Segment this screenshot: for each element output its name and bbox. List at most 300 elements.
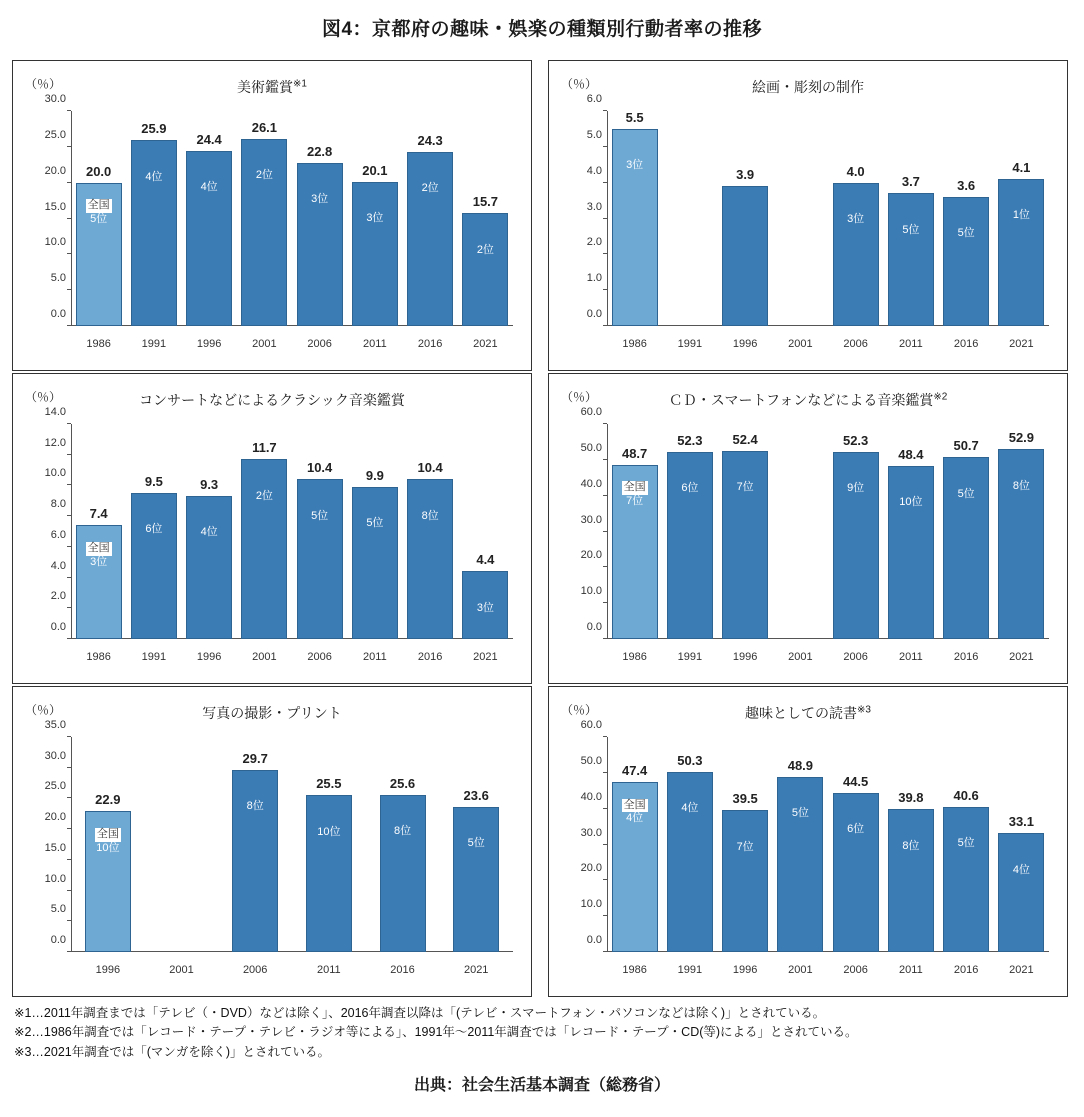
- bar-column: [662, 111, 717, 326]
- bar[interactable]: [998, 179, 1044, 326]
- bar-column: [126, 424, 181, 639]
- y-tick-label: 15.0: [44, 200, 66, 213]
- bar-rank-label: 5位: [467, 837, 485, 850]
- y-axis-unit: （％）: [25, 77, 62, 91]
- bar-value-label: 4.0: [846, 163, 865, 179]
- x-tick-label: 1991: [677, 964, 703, 976]
- bar-column: [145, 737, 219, 952]
- bar-column: [939, 111, 994, 326]
- y-tick-label: 50.0: [580, 754, 602, 767]
- bar-column: [458, 424, 513, 639]
- bar-rank-label: 5位: [791, 807, 809, 820]
- bar-column: [607, 424, 662, 639]
- bar-value-label: 10.4: [417, 460, 443, 476]
- bar[interactable]: [943, 457, 989, 639]
- bar-rank-label: 4位: [1012, 863, 1030, 876]
- bar-column: [218, 737, 292, 952]
- x-tick-label: 1996: [732, 964, 758, 976]
- bar-column: [347, 111, 402, 326]
- x-tick-label: 1996: [95, 964, 121, 976]
- bar-columns: [607, 111, 1049, 326]
- x-tick-label: 1991: [141, 338, 167, 350]
- bar-value-label: 3.7: [901, 174, 920, 190]
- bar[interactable]: [722, 451, 768, 639]
- bar-rank-label: 5位: [311, 509, 329, 522]
- bar-value-label: 33.1: [1008, 814, 1035, 830]
- bar-rank-label: 6位: [847, 822, 865, 835]
- y-tick-label: 3.0: [586, 200, 602, 213]
- chart-title: [13, 390, 531, 410]
- bar-rank-label: 4位: [145, 170, 163, 183]
- bar-column: [718, 424, 773, 639]
- y-tick-label: 5.0: [50, 272, 66, 285]
- y-tick-label: 40.0: [580, 477, 602, 490]
- chart-title-text: ＣＤ・スマートフォンなどによる音楽鑑賞: [668, 392, 934, 408]
- national-badge: 全国: [623, 798, 646, 811]
- plot-area: [580, 406, 1049, 639]
- x-tick-label: 1986: [86, 651, 111, 663]
- y-tick-label: 10.0: [44, 236, 66, 249]
- bar-column: [182, 424, 237, 639]
- chart-title: [13, 77, 531, 97]
- bar[interactable]: [407, 479, 453, 639]
- x-tick-label: 2006: [843, 651, 868, 663]
- chart-panel: [548, 686, 1068, 997]
- y-tick-label: 30.0: [44, 93, 66, 105]
- bar-rank-label: [622, 481, 648, 509]
- bar-value-label: 50.7: [953, 438, 979, 454]
- y-tick-label: 0.0: [50, 621, 66, 633]
- bar-column: [292, 737, 366, 952]
- x-tick-label: 2001: [788, 964, 813, 976]
- bar-column: [828, 424, 883, 639]
- national-badge: 全国: [87, 199, 110, 212]
- bar-value-label: 10.4: [306, 460, 333, 476]
- chart-title-text: コンサートなどによるクラシック音楽鑑賞: [139, 392, 405, 408]
- bar-column: [662, 737, 717, 952]
- bar-column: [71, 737, 145, 952]
- y-tick-label: 1.0: [586, 272, 602, 285]
- bar-rank-label: 10位: [899, 495, 923, 508]
- bar-column: [237, 424, 292, 639]
- bar-rank-label: 5位: [957, 487, 975, 500]
- y-tick-label: 14.0: [44, 406, 66, 418]
- x-axis-labels: [71, 964, 513, 976]
- x-tick-label: 2011: [899, 651, 923, 663]
- bar-columns: [71, 424, 513, 639]
- bar-rank-label: [622, 799, 648, 827]
- bar-rank-label: 3位: [366, 212, 384, 225]
- bar[interactable]: [998, 833, 1044, 952]
- bar-value-label: 52.3: [677, 432, 703, 448]
- rank-text: 4位: [626, 812, 644, 825]
- x-axis-labels: [71, 651, 513, 663]
- national-badge: 全国: [87, 541, 110, 554]
- x-tick-label: 2006: [307, 651, 332, 663]
- bar[interactable]: [462, 213, 508, 326]
- bar-column: [71, 424, 126, 639]
- x-tick-label: 2011: [363, 651, 387, 663]
- bar-value-label: 9.5: [144, 474, 163, 490]
- plot-area: [580, 719, 1049, 952]
- bar-column: [403, 424, 458, 639]
- bar-column: [994, 737, 1049, 952]
- bar-rank-label: 5位: [902, 223, 920, 236]
- bar[interactable]: [722, 810, 768, 952]
- y-axis-unit: （％）: [561, 703, 598, 717]
- x-axis-labels: [607, 964, 1049, 976]
- x-tick-label: 2006: [843, 338, 868, 350]
- footnote-line: ※3…2021年調査では「(マンガを除く)」とされている。: [14, 1044, 331, 1059]
- x-tick-label: 2021: [1009, 651, 1034, 663]
- bar-value-label: 5.5: [625, 109, 644, 125]
- bar-value-label: 25.5: [316, 776, 342, 792]
- bar-value-label: 22.9: [95, 792, 121, 808]
- bar-value-label: 15.7: [472, 194, 499, 210]
- rank-text: 3位: [90, 555, 108, 568]
- bar-rank-label: 8位: [1012, 479, 1030, 492]
- bar-rank-label: 5位: [957, 836, 975, 849]
- bar-rank-label: 3位: [847, 212, 865, 225]
- bar-rank-label: 5位: [366, 517, 384, 530]
- y-tick-label: 20.0: [44, 164, 66, 177]
- x-tick-label: 2016: [390, 964, 415, 976]
- bar-column: [939, 737, 994, 952]
- chart-title-superscript: ※2: [933, 391, 948, 403]
- bar[interactable]: [453, 807, 499, 952]
- bar-value-label: 25.9: [141, 121, 167, 137]
- x-axis-labels: [71, 338, 513, 350]
- bar-rank-label: [86, 542, 112, 570]
- bar-value-label: 9.9: [365, 467, 384, 483]
- x-tick-label: 1991: [141, 651, 167, 663]
- bar[interactable]: [833, 793, 879, 952]
- x-tick-label: 1986: [622, 338, 647, 350]
- y-tick-label: 0.0: [50, 934, 66, 946]
- bar-value-label: 48.9: [787, 757, 814, 773]
- bar[interactable]: [407, 152, 453, 326]
- bar-value-label: 39.5: [732, 791, 758, 807]
- x-tick-label: 2016: [953, 651, 979, 663]
- bar[interactable]: [833, 183, 879, 326]
- x-tick-label: 2021: [1009, 338, 1034, 350]
- plot-area: [44, 406, 513, 639]
- rank-text: 5位: [90, 212, 108, 225]
- y-tick-label: 10.0: [44, 467, 66, 480]
- y-tick-label: 4.0: [50, 559, 66, 572]
- y-tick-label: 0.0: [586, 621, 602, 633]
- bar-columns: [607, 424, 1049, 639]
- x-tick-label: 2016: [417, 338, 443, 350]
- chart-panel: [12, 686, 532, 997]
- x-tick-label: 1991: [677, 651, 703, 663]
- bar[interactable]: [241, 459, 287, 639]
- footnote-line: ※2…1986年調査では「レコード・テープ・テレビ・ラジオ等による」、1991年～2011年調査では「レコード・テープ・CD(等)による」とされている。: [14, 1025, 858, 1040]
- bar-column: [994, 111, 1049, 326]
- bar-value-label: 52.4: [732, 432, 758, 448]
- x-tick-label: 2001: [169, 964, 194, 976]
- y-tick-label: 4.0: [586, 164, 602, 177]
- bar[interactable]: [667, 452, 713, 639]
- y-tick-label: 0.0: [50, 308, 66, 320]
- x-axis-labels: [607, 338, 1049, 350]
- bar-value-label: 25.6: [389, 775, 416, 791]
- chart-title: [13, 703, 531, 723]
- bar-column: [292, 111, 347, 326]
- bar-value-label: 40.6: [953, 787, 979, 803]
- y-tick-label: 6.0: [586, 93, 602, 105]
- y-tick-label: 20.0: [44, 811, 66, 824]
- bar-rank-label: 8位: [902, 839, 920, 852]
- y-tick-label: 5.0: [586, 128, 602, 141]
- x-axis-labels: [607, 651, 1049, 663]
- bar-column: [718, 111, 773, 326]
- bar-value-label: 24.4: [196, 132, 222, 148]
- bar-value-label: 7.4: [89, 506, 108, 522]
- x-tick-label: 1996: [196, 338, 222, 350]
- y-tick-label: 10.0: [580, 585, 602, 598]
- rank-text: 10位: [96, 841, 120, 854]
- bar-rank-label: 4位: [200, 181, 218, 194]
- bar-rank-label: 2位: [255, 169, 273, 182]
- bar-value-label: 52.3: [842, 432, 869, 448]
- bar-rank-label: 6位: [681, 481, 699, 494]
- bar-rank-label: 7位: [736, 481, 754, 494]
- bar-value-label: 26.1: [251, 119, 278, 135]
- x-tick-label: 2016: [953, 964, 979, 976]
- bar-column: [718, 737, 773, 952]
- bar[interactable]: [888, 466, 934, 639]
- y-tick-label: 60.0: [580, 406, 602, 418]
- bar-value-label: 20.0: [85, 163, 112, 179]
- x-tick-label: 2011: [899, 964, 923, 976]
- bar-value-label: 23.6: [463, 788, 489, 804]
- national-badge: 全国: [96, 827, 119, 840]
- bar-rank-label: 2位: [255, 489, 273, 502]
- y-tick-label: 10.0: [580, 898, 602, 911]
- bar-columns: [607, 737, 1049, 952]
- bar-column: [182, 111, 237, 326]
- bar-column: [773, 111, 828, 326]
- x-tick-label: 2021: [463, 964, 489, 976]
- bar[interactable]: [306, 795, 352, 952]
- bar[interactable]: [888, 193, 934, 326]
- plot-area: [44, 719, 513, 952]
- y-tick-label: 0.0: [586, 308, 602, 320]
- bar[interactable]: [998, 449, 1044, 639]
- rank-text: 7位: [626, 494, 644, 507]
- y-tick-label: 5.0: [50, 903, 66, 916]
- bar[interactable]: [131, 493, 177, 639]
- bar-column: [773, 424, 828, 639]
- bar-value-label: 39.8: [898, 790, 924, 806]
- bar-rank-label: 8位: [393, 825, 412, 837]
- bar[interactable]: [131, 140, 177, 326]
- bar-column: [71, 111, 126, 326]
- y-tick-label: 8.0: [50, 498, 66, 511]
- y-tick-label: 2.0: [50, 590, 66, 603]
- bar-value-label: 4.1: [1012, 160, 1031, 176]
- bar-value-label: 9.3: [200, 477, 219, 493]
- bar-column: [458, 111, 513, 326]
- bar-column: [883, 424, 938, 639]
- national-badge: 全国: [623, 481, 646, 493]
- y-tick-label: 50.0: [580, 441, 602, 454]
- bar[interactable]: [943, 197, 989, 326]
- y-tick-label: 60.0: [580, 719, 602, 731]
- chart-title-text: 写真の撮影・プリント: [202, 705, 342, 721]
- chart-panel: [548, 60, 1068, 371]
- y-axis-unit: （％）: [561, 390, 598, 404]
- x-tick-label: 1996: [196, 651, 222, 663]
- y-tick-label: 0.0: [586, 934, 602, 946]
- bar-value-label: 3.6: [957, 178, 976, 193]
- y-tick-label: 25.0: [44, 128, 66, 141]
- bar-rank-label: 8位: [246, 799, 264, 812]
- bar-rank-label: 3位: [626, 159, 644, 172]
- y-tick-label: 35.0: [44, 719, 66, 731]
- bar-value-label: 44.5: [842, 773, 869, 789]
- x-tick-label: 2011: [317, 964, 341, 976]
- chart-title-text: 美術鑑賞: [237, 79, 294, 95]
- y-tick-label: 2.0: [586, 236, 602, 249]
- bar-column: [994, 424, 1049, 639]
- plot-area: [44, 93, 513, 326]
- y-tick-label: 20.0: [580, 549, 602, 562]
- x-tick-label: 2016: [417, 651, 443, 663]
- y-tick-label: 10.0: [44, 872, 66, 885]
- bar-rank-label: 1位: [1012, 209, 1030, 222]
- bar-rank-label: 9位: [847, 481, 865, 494]
- chart-panel: [12, 60, 532, 371]
- chart-title-superscript: ※1: [293, 78, 307, 90]
- y-tick-label: 30.0: [44, 749, 66, 762]
- y-tick-label: 30.0: [580, 826, 602, 839]
- y-axis-unit: （％）: [25, 703, 62, 717]
- x-tick-label: 2001: [252, 651, 277, 663]
- x-tick-label: 2001: [252, 338, 277, 350]
- bar-column: [439, 737, 513, 952]
- bar[interactable]: [888, 809, 934, 952]
- chart-title: [549, 77, 1067, 97]
- bar[interactable]: [241, 139, 287, 326]
- y-axis-unit: （％）: [25, 390, 62, 404]
- chart-panel: [548, 373, 1068, 684]
- bar-column: [883, 111, 938, 326]
- bar-value-label: 11.7: [252, 440, 277, 456]
- chart-title-text: 絵画・彫刻の制作: [752, 79, 864, 95]
- bar-column: [126, 111, 181, 326]
- y-tick-label: 12.0: [44, 436, 66, 449]
- bar-rank-label: 6位: [145, 523, 163, 536]
- bar[interactable]: [352, 487, 398, 639]
- bar-value-label: 22.8: [306, 143, 333, 159]
- bar-rank-label: 2位: [421, 182, 439, 195]
- y-tick-label: 30.0: [580, 513, 602, 526]
- bar-value-label: 47.4: [621, 763, 648, 779]
- bar[interactable]: [722, 186, 768, 326]
- bar-column: [403, 111, 458, 326]
- x-tick-label: 2016: [953, 338, 979, 350]
- bar-value-label: 4.4: [476, 552, 495, 568]
- bar-rank-label: 3位: [476, 601, 494, 614]
- bar-rank-label: 7位: [736, 840, 754, 853]
- footnotes: [14, 1004, 858, 1062]
- x-tick-label: 2006: [242, 964, 268, 976]
- bar-columns: [71, 111, 513, 326]
- y-axis-unit: （％）: [561, 77, 598, 91]
- x-tick-label: 2021: [473, 651, 498, 663]
- bar[interactable]: [777, 777, 823, 952]
- x-tick-label: 2011: [899, 338, 923, 350]
- x-tick-label: 1996: [732, 651, 758, 663]
- x-tick-label: 2001: [788, 338, 813, 350]
- x-tick-label: 2021: [1009, 964, 1034, 976]
- bar[interactable]: [667, 772, 713, 952]
- bar-column: [237, 111, 292, 326]
- plot-area: [586, 93, 1049, 326]
- bar-value-label: 3.9: [736, 167, 755, 183]
- x-tick-label: 2011: [363, 338, 387, 350]
- bar[interactable]: [943, 807, 989, 952]
- bar-column: [607, 737, 662, 952]
- bar-rank-label: 5位: [957, 227, 975, 240]
- bar-rank-label: 8位: [421, 509, 439, 522]
- x-tick-label: 2006: [307, 338, 332, 350]
- bar-column: [607, 111, 662, 326]
- chart-grid: [12, 60, 1072, 997]
- x-tick-label: 2006: [843, 964, 868, 976]
- bar[interactable]: [297, 479, 343, 639]
- bar-value-label: 50.3: [677, 752, 703, 768]
- bar-value-label: 24.3: [417, 132, 443, 148]
- bar-value-label: 48.7: [621, 445, 648, 461]
- bar[interactable]: [297, 163, 343, 326]
- chart-title-superscript: ※3: [857, 704, 871, 716]
- y-tick-label: 40.0: [580, 790, 602, 803]
- x-tick-label: 1991: [677, 338, 703, 350]
- bar-column: [828, 737, 883, 952]
- page-title: 図4：京都府の趣味・娯楽の種類別行動者率の推移: [321, 19, 763, 40]
- bar-column: [366, 737, 440, 952]
- bar-column: [347, 424, 402, 639]
- bar-value-label: 29.7: [242, 750, 268, 766]
- y-tick-label: 25.0: [44, 780, 66, 793]
- bar-column: [883, 737, 938, 952]
- bar[interactable]: [352, 182, 398, 326]
- footnote-line: ※1…2011年調査までは「テレビ（・DVD）などは除く」、2016年調査以降は「(テレビ・スマートフォン・パソコンなどは除く)」とされている。: [14, 1006, 826, 1020]
- bar[interactable]: [380, 795, 426, 952]
- bar[interactable]: [186, 496, 232, 639]
- y-tick-label: 20.0: [580, 862, 602, 875]
- bar-rank-label: 3位: [311, 192, 329, 205]
- x-tick-label: 1986: [622, 964, 647, 976]
- bar-rank-label: [95, 828, 121, 856]
- bar-rank-label: 2位: [476, 243, 494, 256]
- bar-column: [773, 737, 828, 952]
- bar[interactable]: [232, 770, 278, 952]
- bar-value-label: 48.4: [898, 446, 924, 462]
- bar[interactable]: [833, 452, 879, 639]
- bar-column: [292, 424, 347, 639]
- bar-rank-label: 4位: [681, 802, 699, 815]
- source-note: 出典：社会生活基本調査（総務省）: [413, 1077, 670, 1094]
- bar-column: [662, 424, 717, 639]
- chart-title-text: 趣味としての読書: [745, 705, 858, 721]
- bar[interactable]: [186, 151, 232, 326]
- bar-column: [828, 111, 883, 326]
- x-tick-label: 1996: [732, 338, 758, 350]
